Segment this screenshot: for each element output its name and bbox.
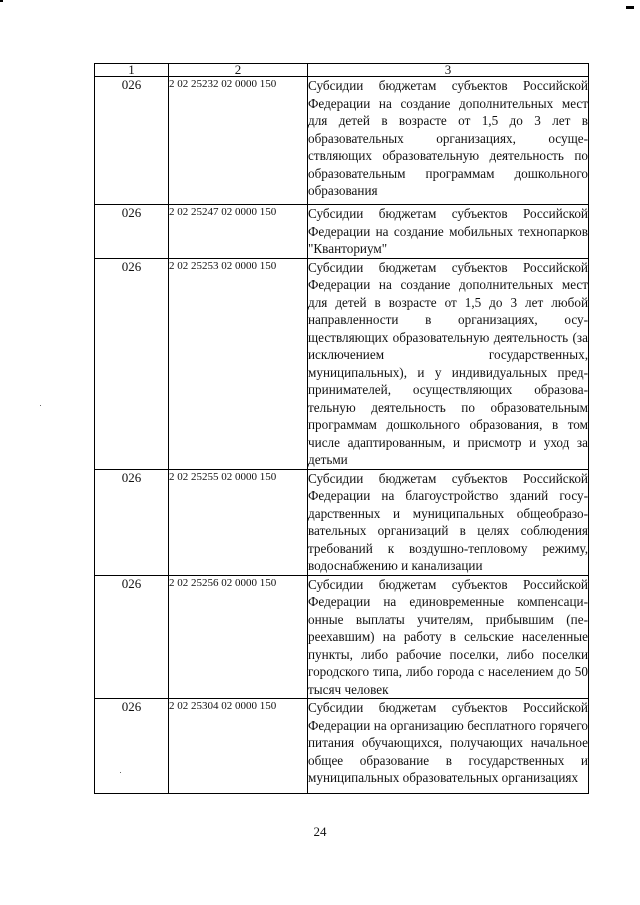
table-row (95, 77, 589, 205)
page-number: 24 (313, 824, 327, 839)
revenue-name-cell: Субсидии бюджетам субъектов Российской Федерации на благоустройство зданий государственных и муниципальных общеобразовательных организаций в целях соблюдения требований к воздушно-тепловому режиму, водоснабжению и канализации (308, 470, 588, 573)
admin-code-cell: 026 (95, 77, 169, 205)
revenue-name-cell: Субсидии бюджетам субъектов Российской Федерации на единовременные компенсационные выплаты учителям, прибывшим (переехавшим) на работу в сельские населенные пункты, либо рабочие поселки, либо поселки городского типа, либо города с населением до 50 тысяч человек (308, 576, 588, 697)
column-header-1: 1 (95, 64, 169, 77)
kbk-code-cell: 2 02 25232 02 0000 150 (169, 77, 308, 205)
revenue-name-cell: Субсидии бюджетам субъектов Российской Федерации на организацию бесплатного горячего питания обучающихся, получающих начальное общее образование в государственных и муниципальных образовательных организациях (308, 699, 589, 794)
scan-mark (626, 6, 634, 9)
revenue-name-cell: Субсидии бюджетам субъектов Российской Федерации на создание дополнительных мест для детей в возрасте от 1,5 до 3 лет любой направленности в организациях, осуществляющих образовательную деятельность (за исключением государственных, муниципальных), и у индивидуальных предпринимателей, осуществляющих образовательную деятельность по образовательным программам дошкольного образования, в том числе адаптированным, и присмотр и уход за детьми (308, 259, 588, 467)
kbk-code-cell: 2 02 25247 02 0000 150 (169, 205, 308, 259)
budget-classification-table (94, 63, 589, 794)
kbk-code-cell: 2 02 25253 02 0000 150 (169, 258, 308, 469)
table-row (95, 205, 589, 259)
table-header-row (95, 64, 589, 77)
kbk-code-cell: 2 02 25304 02 0000 150 (169, 699, 308, 794)
revenue-name-cell: Субсидии бюджетам субъектов Российской Федерации на создание дополнительных мест для детей в возрасте от 1,5 до 3 лет в образовательных организациях, осуществляющих образовательную деятельность по образовательным программам дошкольного образования (308, 77, 589, 205)
column-header-3: 3 (308, 64, 589, 77)
table-row (95, 575, 589, 699)
table-row (95, 258, 589, 469)
admin-code-cell: 026 (95, 205, 169, 259)
admin-code-cell: 026 (95, 575, 169, 699)
column-header-2: 2 (169, 64, 308, 77)
admin-code-cell: 026 (95, 699, 169, 794)
admin-code-cell: 026 (95, 469, 169, 575)
scan-speck (40, 405, 41, 406)
admin-code-cell: 026 (95, 258, 169, 469)
table-row (95, 469, 589, 575)
kbk-code-cell: 2 02 25255 02 0000 150 (169, 469, 308, 575)
scan-mark (0, 0, 3, 2)
kbk-code-cell: 2 02 25256 02 0000 150 (169, 575, 308, 699)
revenue-name-cell: Субсидии бюджетам субъектов Российской Федерации на создание мобильных технопарков "Кванториум" (308, 206, 588, 256)
table-row (95, 699, 589, 794)
